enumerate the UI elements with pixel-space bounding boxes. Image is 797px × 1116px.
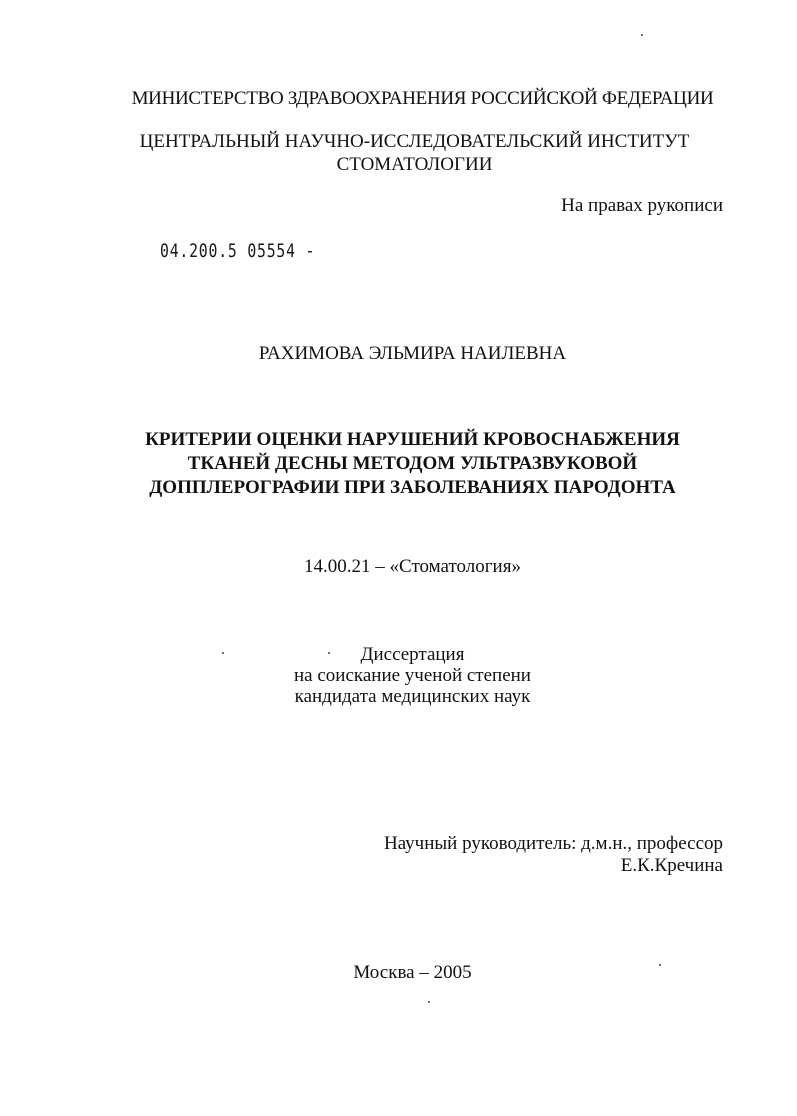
institute-name-line-1: ЦЕНТРАЛЬНЫЙ НАУЧНО-ИССЛЕДОВАТЕЛЬСКИЙ ИНСТИТУТ: [139, 131, 690, 152]
supervisor-line-1: Научный руководитель: д.м.н., профессор: [383, 833, 723, 854]
title-line-3: ДОППЛЕРОГРАФИИ ПРИ ЗАБОЛЕВАНИЯХ ПАРОДОНТА: [149, 477, 676, 498]
degree-line-3: кандидата медицинских наук: [294, 686, 531, 707]
degree-line-1: Диссертация: [360, 644, 465, 665]
ministry-name: МИНИСТЕРСТВО ЗДРАВООХРАНЕНИЯ РОССИЙСКОЙ ФЕДЕРАЦИИ: [131, 88, 714, 109]
library-stamp-number: 04.200.5 05554 -: [160, 240, 316, 262]
city-year: Москва – 2005: [353, 962, 472, 983]
manuscript-rights-note: На правах рукописи: [561, 195, 723, 216]
specialty-code: 14.00.21 – «Стоматология»: [304, 556, 521, 577]
title-line-2: ТКАНЕЙ ДЕСНЫ МЕТОДОМ УЛЬТРАЗВУКОВОЙ: [187, 453, 638, 474]
scan-speck: [428, 1001, 430, 1003]
institute-name-line-2: СТОМАТОЛОГИИ: [336, 154, 493, 175]
title-line-1: КРИТЕРИИ ОЦЕНКИ НАРУШЕНИЙ КРОВОСНАБЖЕНИЯ: [145, 429, 680, 450]
scan-speck: [222, 652, 224, 654]
author-name: РАХИМОВА ЭЛЬМИРА НАИЛЕВНА: [258, 343, 567, 364]
scan-speck: [641, 34, 643, 36]
scan-speck: [328, 652, 330, 654]
scan-speck: [659, 964, 661, 966]
supervisor-name: Е.К.Кречина: [620, 855, 723, 876]
supervisor-block: [384, 833, 723, 877]
degree-line-2: на соискание ученой степени: [294, 665, 531, 686]
dissertation-title: [14, 428, 797, 500]
degree-statement: [14, 644, 797, 707]
